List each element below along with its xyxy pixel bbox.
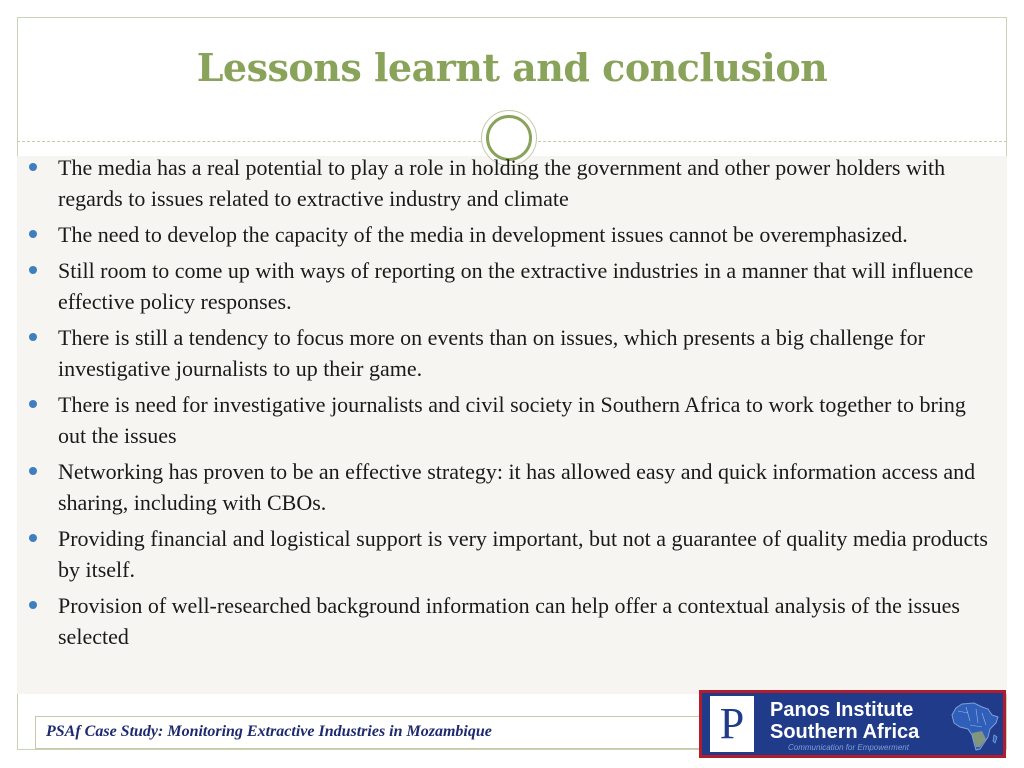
slide-title: Lessons learnt and conclusion [196, 45, 828, 90]
bullet-text: There is still a tendency to focus more on events than on issues, which presents a big challenge for investigative journalists to up their game. [58, 325, 925, 381]
bullet-text: Still room to come up with ways of reporting on the extractive industries in a manner that will influence effective policy responses. [58, 258, 974, 314]
bullet-item [29, 152, 989, 214]
bullet-item [29, 590, 989, 652]
footer-box [35, 716, 716, 749]
bullet-dot-icon [29, 230, 37, 238]
bullet-item [29, 456, 989, 518]
bullet-text: Networking has proven to be an effective strategy: it has allowed easy and quick information access and sharing, including with CBOs. [58, 459, 976, 515]
bullet-dot-icon [29, 163, 37, 171]
footer-text: PSAf Case Study: Monitoring Extractive Industries in Mozambique [46, 723, 492, 740]
bullet-dot-icon [29, 400, 37, 408]
bullet-text: The media has a real potential to play a role in holding the government and other power holders with regards to issues related to extractive industry and climate [58, 155, 946, 211]
logo-name-line1: Panos Institute [770, 699, 914, 721]
bullet-text: There is need for investigative journalists and civil society in Southern Africa to work together to bring out the issues [58, 392, 966, 448]
logo-tagline: Communication for Empowerment [788, 743, 909, 752]
bullet-dot-icon [29, 333, 37, 341]
bullet-item [29, 255, 989, 317]
bullet-dot-icon [29, 266, 37, 274]
bullet-item [29, 523, 989, 585]
bullet-text: The need to develop the capacity of the media in development issues cannot be overemphasized. [58, 222, 908, 247]
logo-letter: P [710, 696, 754, 752]
bullet-text: Providing financial and logistical support is very important, but not a guarantee of quality media products by itself. [58, 526, 988, 582]
bullet-dot-icon [29, 601, 37, 609]
bullet-item [29, 219, 989, 250]
panos-logo [699, 690, 1006, 758]
bullet-text: Provision of well-researched background information can help offer a contextual analysis of the issues selected [58, 593, 960, 649]
bullet-dot-icon [29, 534, 37, 542]
bullet-list [29, 152, 989, 657]
bullet-item [29, 322, 989, 384]
bullet-item [29, 389, 989, 451]
bullet-dot-icon [29, 467, 37, 475]
logo-name-line2: Southern Africa [770, 721, 920, 743]
africa-map-icon [948, 701, 1002, 753]
